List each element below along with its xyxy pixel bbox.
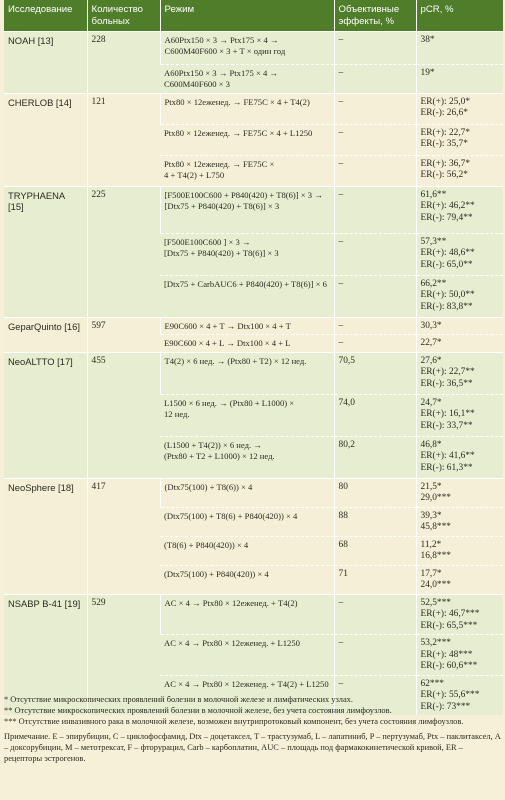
- pcr-cell: 38*: [416, 31, 503, 64]
- patient-count-cell: 225: [87, 186, 160, 317]
- response-cell: –: [334, 594, 416, 635]
- table-row: [4, 93, 503, 124]
- table-body: [4, 31, 503, 93]
- patient-count-cell: 121: [87, 93, 160, 186]
- response-cell: 74,0: [334, 394, 416, 436]
- regime-cell: T4(2) × 6 нед. → (Ptx80 + T2) × 12 нед.: [160, 352, 334, 394]
- regime-cell: (L1500 + T4(2)) × 6 нед. → (Ptx80 + T2 + L1000) × 12 нед.: [160, 436, 334, 478]
- table-body: [4, 93, 503, 186]
- study-name-cell: NeoSphere [18]: [4, 478, 87, 594]
- pcr-cell: 30,3*: [416, 317, 503, 335]
- regime-cell: AC × 4 → Ptx80 × 12еженед. + T4(2) + L1250: [160, 675, 334, 715]
- regime-cell: (T8(6) + P840(420)) × 4: [160, 536, 334, 565]
- header-patients: Количество больных: [87, 0, 160, 31]
- abbreviation-legend: Примечание. E – эпирубицин, C – циклофосфамид, Dtx – доцетаксел, T – трастузумаб, L – лапатиниб, P – пертузумаб, Ptx – паклитаксел, A – доксорубицин, M – метотрексат, F – фторурацил, Carb – карбоплатин, AUC – площадь под фармакокинетической кривой, ER – рецепторы эстрогенов.: [4, 732, 501, 763]
- regime-cell: L1500 × 6 нед. → (Ptx80 + L1000) × 12 нед.: [160, 394, 334, 436]
- table-body: [4, 186, 503, 317]
- regime-cell: [F500E100C600 ] × 3 → [Dtx75 + P840(420) + T8(6)] × 3: [160, 233, 334, 275]
- patient-count-cell: 529: [87, 594, 160, 715]
- pcr-cell: ER(+): 22,7* ER(-): 35,7*: [416, 124, 503, 155]
- response-cell: 71: [334, 565, 416, 594]
- pcr-cell: 46,8* ER(+): 41,6** ER(-): 61,3**: [416, 436, 503, 478]
- footnote-2: ** Отсутствие микроскопических проявлений болезни в молочной железе, без учета состояния лимфоузлов.: [4, 706, 392, 715]
- pcr-cell: 57,3** ER(+): 48,6** ER(-): 65,0**: [416, 233, 503, 275]
- response-cell: 68: [334, 536, 416, 565]
- regime-cell: Ptx80 × 12еженед. → FE75C × 4 + L1250: [160, 124, 334, 155]
- study-name-cell: GeparQuinto [16]: [4, 317, 87, 352]
- footnote-1: * Отсутствие микроскопических проявлений болезни в молочной железе и лимфатических узлах.: [4, 695, 353, 704]
- table-body: [4, 352, 503, 478]
- study-name-cell: NeoALTTO [17]: [4, 352, 87, 478]
- table-row: [4, 31, 503, 64]
- pcr-cell: 21,5* 29,0***: [416, 478, 503, 507]
- header-study: Исследование: [4, 0, 87, 31]
- table-row: [4, 352, 503, 394]
- regime-cell: (Dtx75(100) + T8(6) + P840(420)) × 4: [160, 507, 334, 536]
- response-cell: –: [334, 275, 416, 317]
- regime-cell: (Dtx75(100) + P840(420)) × 4: [160, 565, 334, 594]
- table-row: [4, 478, 503, 507]
- response-cell: –: [334, 93, 416, 124]
- footnote-3: *** Отсутствие инвазивного рака в молочной железе, возможен внутрипротоковый компонент, без учета состояния лимфоузлов.: [4, 717, 464, 726]
- pcr-cell: 24,7* ER(+): 16,1** ER(-): 33,7**: [416, 394, 503, 436]
- regime-cell: E90C600 × 4 + T → Dtx100 × 4 + T: [160, 317, 334, 335]
- regime-cell: (Dtx75(100) + T8(6)) × 4: [160, 478, 334, 507]
- header-row: [4, 0, 503, 31]
- study-name-cell: CHERLOB [14]: [4, 93, 87, 186]
- table-row: [4, 186, 503, 233]
- table-row: [4, 594, 503, 635]
- footnotes: [4, 694, 503, 764]
- response-cell: 80,2: [334, 436, 416, 478]
- patient-count-cell: 597: [87, 317, 160, 352]
- regime-cell: [F500E100C600 + P840(420) + T8(6)] × 3 → [Dtx75 + P840(420) + T8(6)] × 3: [160, 186, 334, 233]
- response-cell: –: [334, 335, 416, 353]
- response-cell: –: [334, 317, 416, 335]
- response-cell: –: [334, 64, 416, 93]
- response-cell: –: [334, 124, 416, 155]
- pcr-cell: 27,6* ER(+): 22,7** ER(-): 36,5**: [416, 352, 503, 394]
- study-name-cell: NSABP B-41 [19]: [4, 594, 87, 715]
- header-regime: Режим: [160, 0, 334, 31]
- regime-cell: [Dtx75 + CarbAUC6 + P840(420) + T8(6)] × 6: [160, 275, 334, 317]
- pcr-cell: ER(+): 36,7* ER(-): 56,2*: [416, 155, 503, 186]
- pcr-cell: 61,6** ER(+): 46,2** ER(-): 79,4**: [416, 186, 503, 233]
- regime-cell: A60Ptx150 × 3 → Ptx175 × 4 → C600M40F600 × 3 + T × один год: [160, 31, 334, 64]
- table-row: [4, 317, 503, 335]
- table-body: [4, 317, 503, 352]
- response-cell: –: [334, 675, 416, 715]
- response-cell: –: [334, 635, 416, 676]
- pcr-cell: 39,3* 45,8***: [416, 507, 503, 536]
- pcr-cell: 53,2*** ER(+): 48*** ER(-): 60,6***: [416, 635, 503, 676]
- header-pcr: pCR, %: [416, 0, 503, 31]
- response-cell: –: [334, 155, 416, 186]
- response-cell: 70,5: [334, 352, 416, 394]
- regime-cell: AC × 4 → Ptx80 × 12еженед. + T4(2): [160, 594, 334, 635]
- pcr-cell: 11,2* 16,8***: [416, 536, 503, 565]
- pcr-cell: 19*: [416, 64, 503, 93]
- study-name-cell: NOAH [13]: [4, 31, 87, 93]
- header-response: Объективные эффекты, %: [334, 0, 416, 31]
- response-cell: 80: [334, 478, 416, 507]
- patient-count-cell: 417: [87, 478, 160, 594]
- regime-cell: Ptx80 × 12еженед. → FE75C × 4 + T4(2) + L750: [160, 155, 334, 186]
- regime-cell: E90C600 × 4 + L → Dtx100 × 4 + L: [160, 335, 334, 353]
- response-cell: 88: [334, 507, 416, 536]
- pcr-cell: 17,7* 24,0***: [416, 565, 503, 594]
- patient-count-cell: 455: [87, 352, 160, 478]
- pcr-cell: 52,5*** ER(+): 46,7*** ER(-): 65,5***: [416, 594, 503, 635]
- table-body: [4, 478, 503, 594]
- pcr-cell: 66,2** ER(+): 50,0** ER(-): 83,8**: [416, 275, 503, 317]
- trials-table: [4, 0, 503, 715]
- study-name-cell: TRYPHAENA [15]: [4, 186, 87, 317]
- pcr-cell: ER(+): 25,0* ER(-): 26,6*: [416, 93, 503, 124]
- pcr-cell: 62*** ER(+): 55,6*** ER(-): 73***: [416, 675, 503, 715]
- patient-count-cell: 228: [87, 31, 160, 93]
- regime-cell: A60Ptx150 × 3 → Ptx175 × 4 → C600M40F600 × 3: [160, 64, 334, 93]
- pcr-cell: 22,7*: [416, 335, 503, 353]
- response-cell: –: [334, 31, 416, 64]
- regime-cell: Ptx80 × 12еженед. → FE75C × 4 + T4(2): [160, 93, 334, 124]
- regime-cell: AC × 4 → Ptx80 × 12еженед. + L1250: [160, 635, 334, 676]
- response-cell: –: [334, 233, 416, 275]
- response-cell: –: [334, 186, 416, 233]
